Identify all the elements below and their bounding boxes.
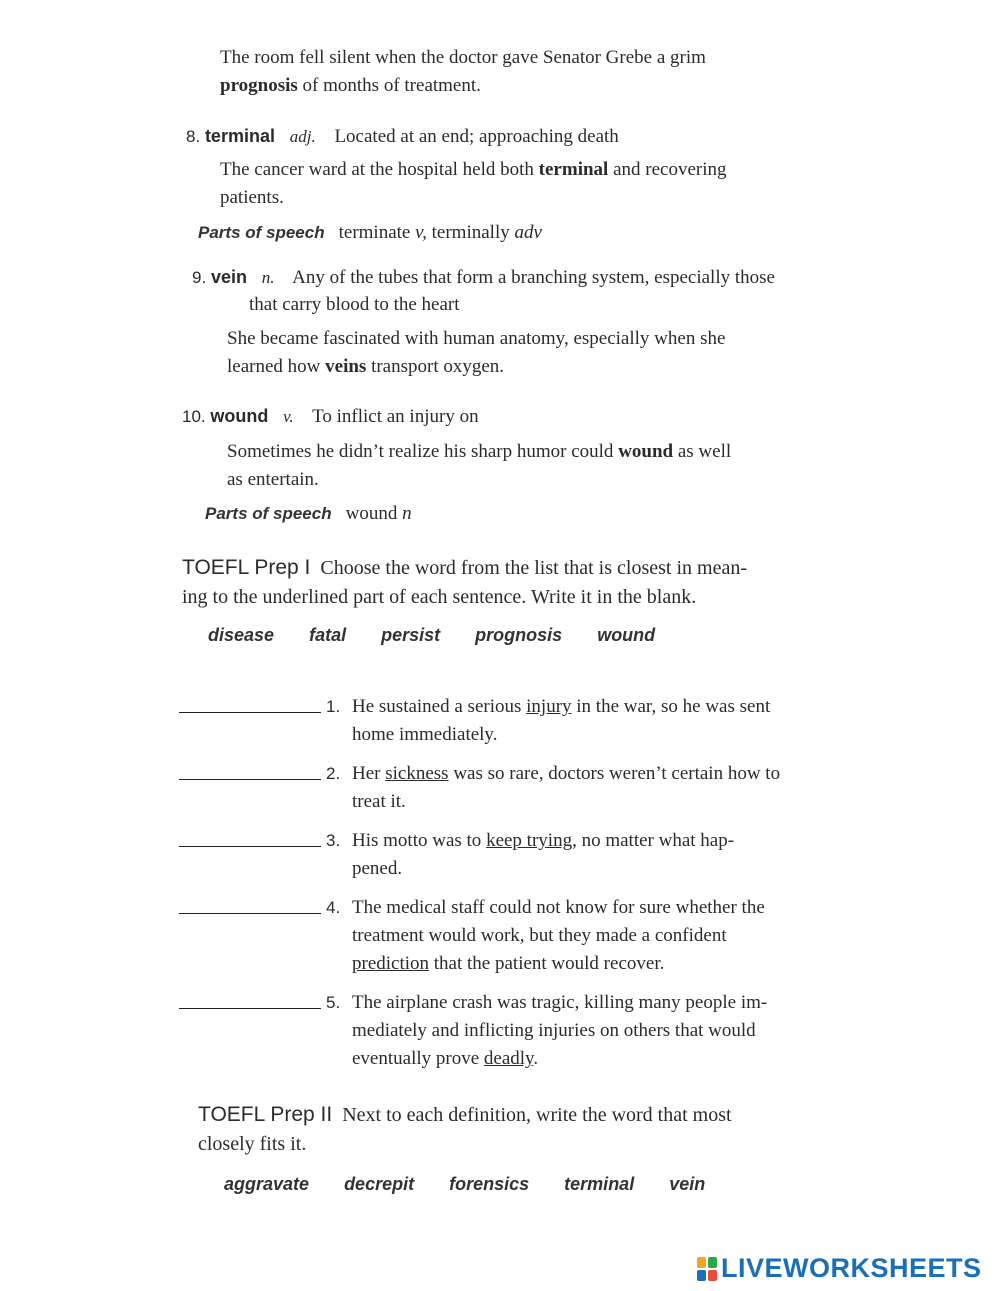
item-number: 2.	[326, 764, 341, 783]
answer-blank[interactable]	[179, 1008, 321, 1009]
item-text-part: He sustained a serious	[352, 696, 527, 717]
item-text-part: , no matter what hap-	[572, 830, 735, 851]
toefl1-instruction-line2: ing to the underlined part of each sentence. Write it in the blank.	[182, 586, 697, 608]
example-text-part: transport oxygen.	[366, 356, 505, 377]
entry-number: 9.	[192, 268, 207, 287]
example-text-part: and recovering	[608, 159, 727, 180]
instruction-text: Choose the word from the list that is closest in mean-	[320, 557, 747, 579]
example-text	[227, 353, 504, 381]
item-text: The airplane crash was tragic, killing many people im-	[352, 992, 768, 1013]
parts-of-speech-line	[205, 500, 412, 528]
answer-blank[interactable]	[179, 913, 321, 914]
word-bank-item: forensics	[449, 1174, 530, 1194]
example-text	[220, 156, 727, 184]
item-text-part: was so rare, doctors weren’t certain how to	[448, 763, 781, 784]
entry-wound-header	[182, 402, 479, 431]
item-text: The medical staff could not know for sure whether the	[352, 897, 765, 918]
word-bank-1	[208, 625, 685, 646]
example-text-part: as well	[673, 441, 732, 462]
item-text-line3	[352, 950, 664, 978]
item-text-line2: treatment would work, but they made a confident	[352, 925, 727, 946]
item-number: 4.	[326, 898, 341, 917]
word-bank-item: fatal	[309, 625, 347, 645]
item-text-part: .	[533, 1048, 539, 1069]
answer-blank[interactable]	[179, 846, 321, 847]
entry-definition: To inflict an injury on	[312, 406, 479, 427]
section-label: TOEFL Prep I	[182, 556, 311, 579]
related-word: terminate	[338, 222, 411, 243]
entry-headword: vein	[210, 267, 247, 287]
word-bank-item: prognosis	[475, 625, 563, 645]
vocab-word-bold: veins	[325, 356, 367, 377]
example-text-part: The cancer ward at the hospital held both	[220, 159, 539, 180]
word-bank-item: disease	[208, 625, 275, 645]
word-bank-item: decrepit	[344, 1174, 415, 1194]
entry-part-of-speech: adj.	[289, 127, 316, 146]
item-number: 3.	[326, 831, 341, 850]
toefl1-instruction	[182, 554, 747, 582]
entry-headword: wound	[210, 406, 269, 426]
underlined-phrase: keep trying	[486, 830, 573, 851]
instruction-text: Next to each definition, write the word that most	[342, 1104, 732, 1126]
word-bank-item: aggravate	[224, 1174, 310, 1194]
entry-part-of-speech: v.	[283, 407, 294, 426]
item-text	[352, 827, 734, 855]
example-text-rest: of months of treatment.	[297, 75, 481, 96]
item-number: 5.	[326, 993, 341, 1012]
related-pos: n	[402, 503, 412, 524]
entry-vein-header	[192, 263, 775, 292]
toefl2-instruction-line2: closely fits it.	[198, 1133, 307, 1155]
item-text-part: in the war, so he was sent	[571, 696, 771, 717]
example-text-part: learned how	[227, 356, 326, 377]
parts-of-speech-label: Parts of speech	[205, 504, 332, 523]
answer-blank[interactable]	[179, 712, 321, 713]
example-text: as entertain.	[227, 469, 319, 490]
underlined-phrase: deadly	[483, 1048, 534, 1069]
entry-definition: Located at an end; approaching death	[334, 126, 619, 147]
related-word: wound	[345, 503, 398, 524]
liveworksheets-logo-icon	[697, 1256, 719, 1282]
item-text-part: Her	[352, 763, 386, 784]
item-text-line2: mediately and inflicting injuries on others that would	[352, 1020, 756, 1041]
answer-blank[interactable]	[179, 779, 321, 780]
related-pos: v,	[415, 222, 427, 243]
entry-terminal-header	[186, 122, 619, 151]
item-text-line2: treat it.	[352, 791, 406, 812]
item-text-part: eventually prove	[352, 1048, 484, 1069]
vocab-word-bold: terminal	[538, 159, 609, 180]
example-text: patients.	[220, 187, 284, 208]
word-bank-item: wound	[597, 625, 656, 645]
item-text-line3	[352, 1045, 538, 1073]
entry-definition: Any of the tubes that form a branching system, especially those	[292, 267, 775, 288]
word-bank-item: terminal	[564, 1174, 635, 1194]
parts-of-speech-line	[198, 219, 542, 247]
example-text: The room fell silent when the doctor gave Senator Grebe a grim	[220, 47, 706, 68]
item-text-part: that the patient would recover.	[429, 953, 665, 974]
parts-of-speech-label: Parts of speech	[198, 223, 325, 242]
related-pos: adv	[514, 222, 542, 243]
entry-part-of-speech: n.	[261, 268, 275, 287]
entry-number: 8.	[186, 127, 201, 146]
item-number: 1.	[326, 697, 341, 716]
item-text-part: His motto was to	[352, 830, 487, 851]
entry-number: 10.	[182, 407, 206, 426]
item-text	[352, 693, 770, 721]
related-word: terminally	[426, 222, 510, 243]
vocab-word-bold: prognosis	[220, 75, 298, 96]
section-label: TOEFL Prep II	[198, 1103, 333, 1126]
example-text-part: Sometimes he didn’t realize his sharp humor could	[227, 441, 619, 462]
underlined-phrase: injury	[526, 696, 572, 717]
liveworksheets-logo	[697, 1253, 982, 1284]
liveworksheets-logo-text: LIVEWORKSHEETS	[721, 1253, 982, 1283]
example-text	[220, 72, 481, 100]
underlined-phrase: prediction	[352, 953, 430, 974]
vocab-word-bold: wound	[618, 441, 674, 462]
item-text	[352, 760, 780, 788]
underlined-phrase: sickness	[385, 763, 449, 784]
example-text: She became fascinated with human anatomy, especially when she	[227, 328, 726, 349]
toefl2-instruction	[198, 1101, 732, 1129]
word-bank-item: persist	[381, 625, 441, 645]
example-text	[227, 438, 731, 466]
entry-definition-continued: that carry blood to the heart	[249, 294, 460, 315]
item-text-line2: pened.	[352, 858, 403, 879]
item-text-line2: home immediately.	[352, 724, 498, 745]
word-bank-item: vein	[669, 1174, 706, 1194]
entry-headword: terminal	[204, 126, 275, 146]
word-bank-2	[224, 1174, 735, 1195]
